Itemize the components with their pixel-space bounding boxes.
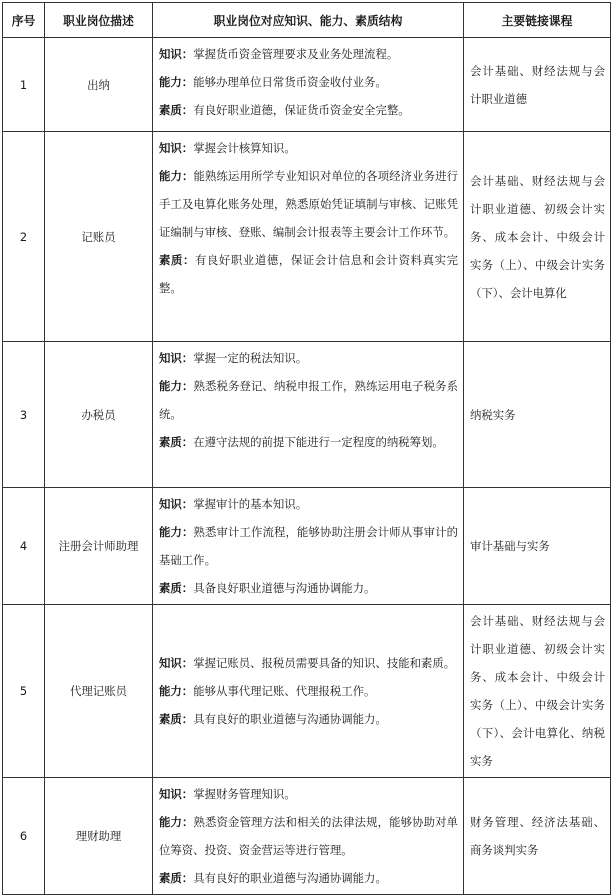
- ability-line: [159, 68, 458, 96]
- linked-courses: 会计基础、财经法规与会计职业道德: [464, 38, 611, 132]
- knowledge-label: 知识：: [159, 141, 194, 155]
- quality-line: [159, 428, 458, 456]
- quality-line: [159, 864, 458, 892]
- quality-text: 具有良好的职业道德与沟通协调能力。: [193, 712, 387, 726]
- kas-structure: [153, 605, 464, 778]
- quality-text: 在遵守法规的前提下能进行一定程度的纳税筹划。: [193, 435, 444, 449]
- linked-courses: 审计基础与实务: [464, 488, 611, 605]
- job-title: 代理记账员: [45, 605, 153, 778]
- knowledge-label: 知识：: [159, 497, 194, 511]
- knowledge-line: [159, 344, 458, 372]
- job-title: 理财助理: [45, 778, 153, 895]
- ability-text: 熟悉税务登记、纳税申报工作，熟练运用电子税务系统。: [159, 379, 458, 421]
- ability-line: [159, 808, 458, 864]
- ability-line: [159, 162, 458, 246]
- knowledge-label: 知识：: [159, 656, 194, 670]
- quality-line: [159, 246, 458, 302]
- kas-structure: [153, 342, 464, 488]
- quality-text: 有良好职业道德，保证会计信息和会计资料真实完整。: [159, 253, 458, 295]
- table-header-row: [3, 3, 611, 38]
- table-row: [3, 488, 611, 605]
- ability-text: 能熟练运用所学专业知识对单位的各项经济业务进行手工及电算化账务处理，熟悉原始凭证填制与审核、记账凭证编制与审核、登账、编制会计报表等主要会计工作环节。: [159, 169, 458, 239]
- knowledge-text: 掌握财务管理知识。: [193, 787, 296, 801]
- table-row: [3, 38, 611, 132]
- linked-courses: 财务管理、经济法基础、商务谈判实务: [464, 778, 611, 895]
- row-number: 2: [3, 132, 45, 342]
- ability-label: 能力：: [159, 815, 194, 829]
- quality-label: 素质：: [159, 581, 194, 595]
- job-title: 注册会计师助理: [45, 488, 153, 605]
- quality-label: 素质：: [159, 103, 194, 117]
- header-main-courses: 主要链接课程: [464, 3, 611, 38]
- knowledge-text: 掌握会计核算知识。: [193, 141, 296, 155]
- header-serial-number: 序号: [3, 3, 45, 38]
- knowledge-text: 掌握货币资金管理要求及业务处理流程。: [193, 47, 399, 61]
- row-number: 5: [3, 605, 45, 778]
- quality-text: 有良好职业道德，保证货币资金安全完整。: [193, 103, 410, 117]
- ability-line: [159, 677, 458, 705]
- row-number: 6: [3, 778, 45, 895]
- job-title: 出纳: [45, 38, 153, 132]
- kas-structure: [153, 778, 464, 895]
- knowledge-label: 知识：: [159, 351, 194, 365]
- quality-line: [159, 705, 458, 733]
- quality-line: [159, 96, 458, 124]
- quality-label: 素质：: [159, 435, 194, 449]
- knowledge-line: [159, 134, 458, 162]
- linked-courses: 会计基础、财经法规与会计职业道德、初级会计实务、成本会计、中级会计实务（上）、中级会计实务（下）、会计电算化: [464, 132, 611, 342]
- ability-text: 能够办理单位日常货币资金收付业务。: [193, 75, 387, 89]
- knowledge-line: [159, 490, 458, 518]
- ability-text: 熟悉审计工作流程，能够协助注册会计师从事审计的基础工作。: [159, 525, 458, 567]
- job-title: 办税员: [45, 342, 153, 488]
- ability-line: [159, 372, 458, 428]
- ability-label: 能力：: [159, 525, 194, 539]
- knowledge-line: [159, 649, 458, 677]
- quality-label: 素质：: [159, 712, 194, 726]
- knowledge-text: 掌握记账员、报税员需要具备的知识、技能和素质。: [193, 656, 456, 670]
- quality-text: 具备良好职业道德与沟通协调能力。: [193, 581, 376, 595]
- row-number: 1: [3, 38, 45, 132]
- kas-structure: [153, 132, 464, 342]
- row-number: 3: [3, 342, 45, 488]
- ability-label: 能力：: [159, 75, 194, 89]
- quality-label: 素质：: [159, 253, 195, 267]
- kas-structure: [153, 488, 464, 605]
- ability-label: 能力：: [159, 169, 194, 183]
- table-row: [3, 132, 611, 342]
- quality-text: 具有良好的职业道德与沟通协调能力。: [193, 871, 387, 885]
- table-row: [3, 342, 611, 488]
- linked-courses: 纳税实务: [464, 342, 611, 488]
- ability-text: 能够从事代理记账、代理报税工作。: [193, 684, 376, 698]
- ability-line: [159, 518, 458, 574]
- ability-label: 能力：: [159, 684, 194, 698]
- quality-line: [159, 574, 458, 602]
- kas-structure: [153, 38, 464, 132]
- knowledge-text: 掌握一定的税法知识。: [193, 351, 308, 365]
- quality-label: 素质：: [159, 871, 194, 885]
- table-row: [3, 605, 611, 778]
- ability-label: 能力：: [159, 379, 194, 393]
- ability-text: 熟悉资金管理方法和相关的法律法规，能够协助对单位筹资、投资、资金营运等进行管理。: [159, 815, 458, 857]
- job-title: 记账员: [45, 132, 153, 342]
- knowledge-text: 掌握审计的基本知识。: [193, 497, 308, 511]
- knowledge-label: 知识：: [159, 787, 194, 801]
- linked-courses: 会计基础、财经法规与会计职业道德、初级会计实务、成本会计、中级会计实务（上）、中级会计实务（下）、会计电算化、纳税实务: [464, 605, 611, 778]
- knowledge-label: 知识：: [159, 47, 194, 61]
- document-table-wrapper: [2, 2, 611, 895]
- row-number: 4: [3, 488, 45, 605]
- header-knowledge-ability-quality: 职业岗位对应知识、能力、素质结构: [153, 3, 464, 38]
- job-positions-table: [2, 2, 611, 895]
- header-job-description: 职业岗位描述: [45, 3, 153, 38]
- knowledge-line: [159, 40, 458, 68]
- knowledge-line: [159, 780, 458, 808]
- table-row: [3, 778, 611, 895]
